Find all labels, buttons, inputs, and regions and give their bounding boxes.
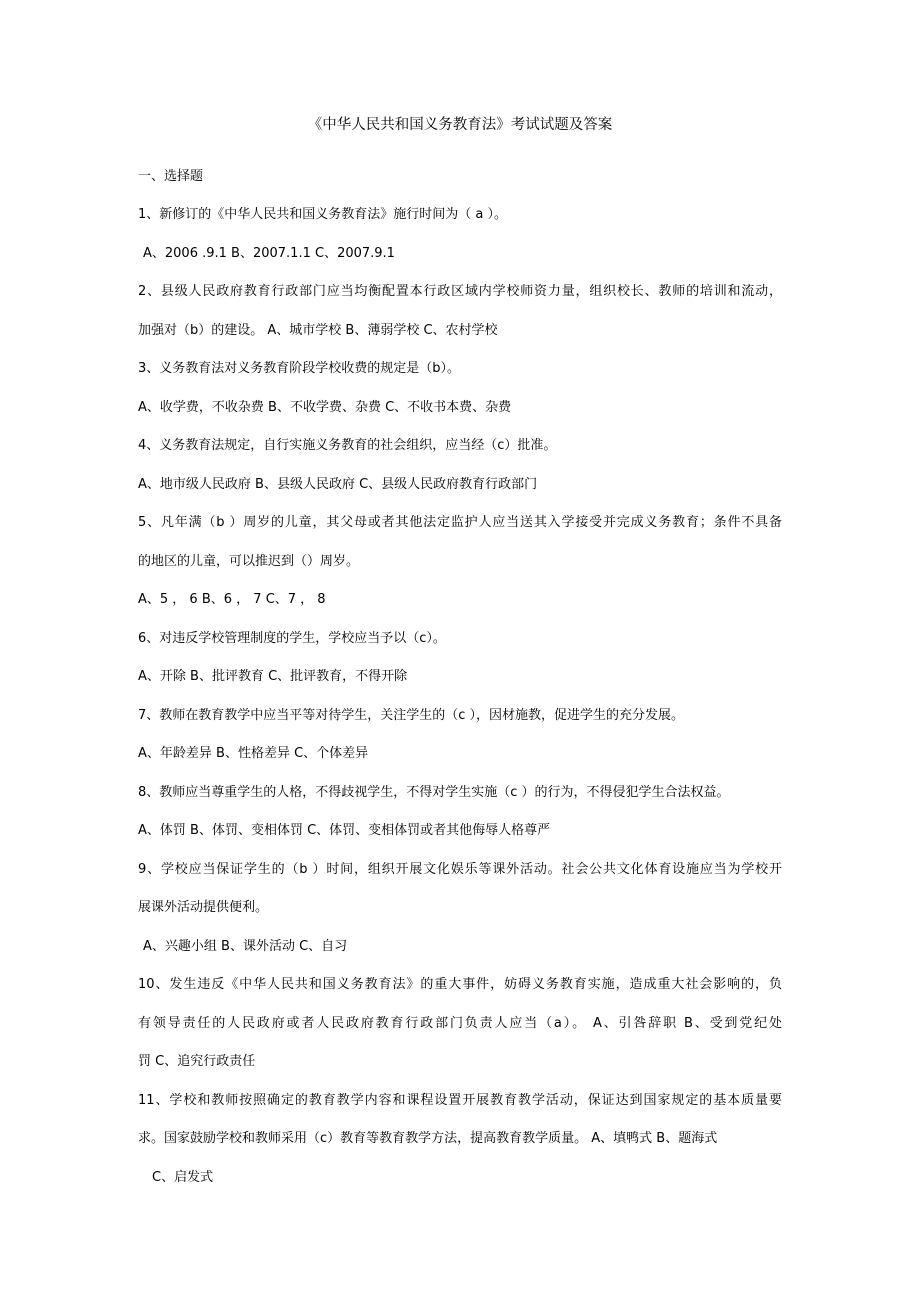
question-line: 有领导责任的人民政府或者人民政府教育行政部门负责人应当（a）。 A、引咎辞职 B、受到党纪处 [138, 1016, 782, 1031]
options-line: A、体罚 B、体罚、变相体罚 C、体罚、变相体罚或者其他侮辱人格尊严 [138, 823, 551, 838]
question-line: 5、凡年满（b ）周岁的儿童，其父母或者其他法定监护人应当送其入学接受并完成义务教育；条件不具备 [138, 515, 782, 530]
options-line: A、兴趣小组 B、课外活动 C、自习 [143, 939, 348, 954]
options-line: A、年龄差异 B、性格差异 C、个体差异 [138, 746, 369, 761]
question-line: 加强对（b）的建设。 A、城市学校 B、薄弱学校 C、农村学校 [138, 323, 498, 338]
question-line: 7、教师在教育教学中应当平等对待学生，关注学生的（c ），因材施教，促进学生的充分发展。 [138, 708, 685, 723]
options-line: A、收学费，不收杂费 B、不收学费、杂费 C、不收书本费、杂费 [138, 400, 512, 415]
question-line: 求。国家鼓励学校和教师采用（c）教育等教育教学方法，提高教育教学质量。 A、填鸭式 B、题海式 [138, 1131, 718, 1146]
options-line: A、地市级人民政府 B、县级人民政府 C、县级人民政府教育行政部门 [138, 477, 538, 492]
section-heading: 一、选择题 [138, 169, 204, 184]
options-line: C、启发式 [152, 1170, 214, 1185]
question-line: 展课外活动提供便利。 [138, 900, 269, 915]
options-line: A、开除 B、批评教育 C、批评教育，不得开除 [138, 669, 408, 684]
question-line: 8、教师应当尊重学生的人格，不得歧视学生，不得对学生实施（c ）的行为，不得侵犯学生合法权益。 [138, 785, 730, 800]
document-title: 《中华人民共和国义务教育法》考试试题及答案 [307, 117, 613, 133]
question-line: 10、发生违反《中华人民共和国义务教育法》的重大事件，妨碍义务教育实施，造成重大社会影响的，负 [138, 977, 782, 992]
question-line: 4、义务教育法规定，自行实施义务教育的社会组织，应当经（c）批准。 [138, 438, 557, 453]
question-line: 罚 C、追究行政责任 [138, 1054, 256, 1069]
options-line: A、5 ， 6 B、6 ， 7 C、7 ， 8 [138, 592, 326, 607]
question-line: 6、对违反学校管理制度的学生，学校应当予以（c）。 [138, 631, 446, 646]
question-line: 2、县级人民政府教育行政部门应当均衡配置本行政区域内学校师资力量，组织校长、教师的培训和流动， [138, 284, 782, 299]
question-line: 的地区的儿童，可以推迟到（）周岁。 [138, 554, 360, 569]
question-line: 1、新修订的《中华人民共和国义务教育法》施行时间为（ a ）。 [138, 207, 508, 222]
options-line: A、2006 .9.1 B、2007.1.1 C、2007.9.1 [143, 246, 395, 261]
question-line: 3、义务教育法对义务教育阶段学校收费的规定是（b）。 [138, 361, 461, 376]
question-line: 11、学校和教师按照确定的教育教学内容和课程设置开展教育教学活动，保证达到国家规定的基本质量要 [138, 1093, 782, 1108]
question-line: 9、学校应当保证学生的（b ）时间，组织开展文化娱乐等课外活动。社会公共文化体育设施应当为学校开 [138, 862, 782, 877]
